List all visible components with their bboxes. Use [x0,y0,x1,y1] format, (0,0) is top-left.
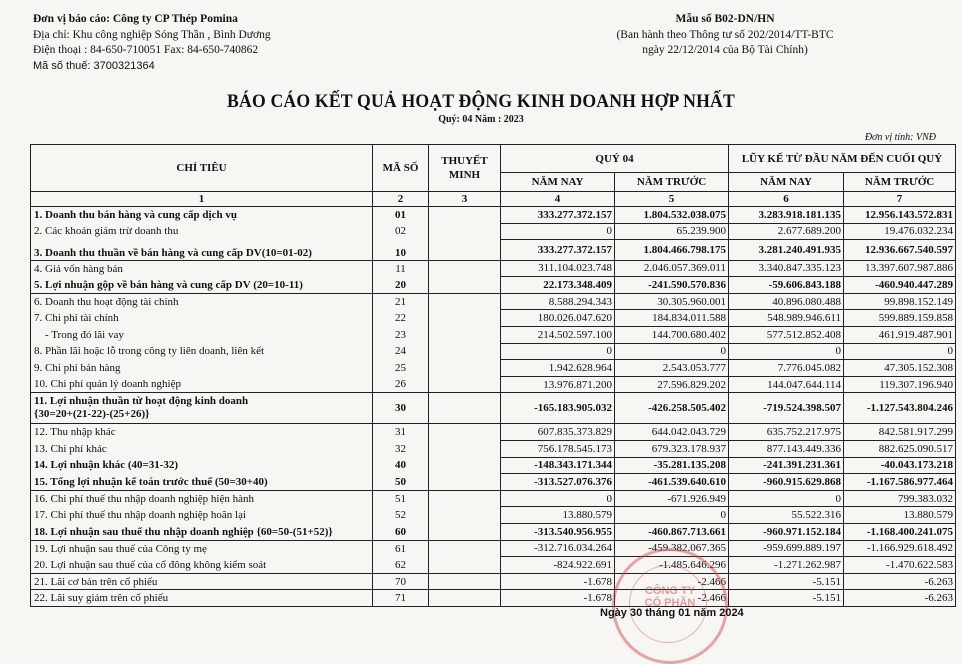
row-note [429,590,501,607]
row-code: 52 [373,507,429,524]
ytd-last-year-value: 842.581.917.299 [844,424,956,441]
table-row [31,474,956,491]
row-note [429,424,501,441]
ytd-last-year-value: -6.263 [844,590,956,607]
ytd-this-year-value: 0 [729,343,844,360]
row-note [429,557,501,574]
q-last-year-value: -460.867.713.661 [615,524,729,541]
q-last-year-value: -241.590.570.836 [615,277,729,294]
row-label: 16. Chi phí thuế thu nhập doanh nghiệp hiện hành [31,490,373,507]
header-ytd-this-year: NĂM NAY [729,173,844,192]
row-label: 9. Chi phí bán hàng [31,360,373,377]
q-this-year-value: -312.716.034.264 [501,540,615,557]
currency-unit: Đơn vị tính: VNĐ [864,132,936,143]
ytd-last-year-value: -6.263 [844,573,956,590]
row-code: 10 [373,240,429,261]
q-this-year-value: 333.277.372.157 [501,207,615,224]
row-label: 12. Thu nhập khác [31,424,373,441]
ytd-this-year-value: 144.047.644.114 [729,376,844,393]
row-label: 22. Lãi suy giảm trên cổ phiếu [31,590,373,607]
q-last-year-value: 1.804.532.038.075 [615,207,729,224]
ytd-last-year-value: 99.898.152.149 [844,293,956,310]
row-note [429,507,501,524]
ytd-this-year-value: 3.283.918.181.135 [729,207,844,224]
q-this-year-value: 311.104.023.748 [501,260,615,277]
q-last-year-value: 679.323.178.937 [615,441,729,458]
ytd-last-year-value: -1.127.543.804.246 [844,393,956,424]
row-note [429,360,501,377]
q-this-year-value: 0 [501,223,615,240]
table-row [31,223,956,240]
report-period: Quý: 04 Năm : 2023 [438,114,524,125]
table-row [31,310,956,327]
table-row [31,424,956,441]
ytd-this-year-value: -5.151 [729,590,844,607]
table-row [31,490,956,507]
income-statement-table [30,144,956,607]
header-ma-so: MÃ SỐ [373,145,429,192]
q-this-year-value: 22.173.348.409 [501,277,615,294]
q-this-year-value: 180.026.047.620 [501,310,615,327]
row-label: 21. Lãi cơ bản trên cổ phiếu [31,573,373,590]
ytd-last-year-value: 13.397.607.987.886 [844,260,956,277]
row-note [429,524,501,541]
ytd-last-year-value: -1.167.586.977.464 [844,474,956,491]
row-code: 51 [373,490,429,507]
row-note [429,293,501,310]
col-number: 5 [615,192,729,207]
row-code: 20 [373,277,429,294]
ytd-last-year-value: 47.305.152.308 [844,360,956,377]
table-row [31,573,956,590]
row-code: 26 [373,376,429,393]
row-label: - Trong đó lãi vay [31,327,373,344]
q-this-year-value: -313.527.076.376 [501,474,615,491]
q-this-year-value: -1.678 [501,590,615,607]
row-code: 60 [373,524,429,541]
row-label: 18. Lợi nhuận sau thuế thu nhập doanh nghiệp {60=50-(51+52)} [31,524,373,541]
ytd-last-year-value: -1.166.929.618.492 [844,540,956,557]
q-last-year-value: -426.258.505.402 [615,393,729,424]
ytd-this-year-value: 548.989.946.611 [729,310,844,327]
q-last-year-value: 2.543.053.777 [615,360,729,377]
q-last-year-value: -35.281.135.208 [615,457,729,474]
header-q-this-year: NĂM NAY [501,173,615,192]
ytd-this-year-value: -241.391.231.361 [729,457,844,474]
form-code: Mẫu số B02-DN/HN [675,13,775,25]
ytd-this-year-value: 55.522.316 [729,507,844,524]
row-code: 32 [373,441,429,458]
row-code: 40 [373,457,429,474]
table-row [31,540,956,557]
table-row [31,441,956,458]
form-issued-line2: ngày 22/12/2014 của Bộ Tài Chính) [642,44,808,56]
ytd-this-year-value: 7.776.045.082 [729,360,844,377]
q-this-year-value: 756.178.545.173 [501,441,615,458]
q-this-year-value: 13.976.871.200 [501,376,615,393]
company-address: Địa chỉ: Khu công nghiệp Sóng Thần , Bình Dương [33,28,271,41]
ytd-last-year-value: 461.919.487.901 [844,327,956,344]
row-note [429,260,501,277]
ytd-this-year-value: -960.915.629.868 [729,474,844,491]
q-last-year-value: 27.596.829.202 [615,376,729,393]
ytd-this-year-value: -960.971.152.184 [729,524,844,541]
row-note [429,327,501,344]
q-this-year-value: 8.588.294.343 [501,293,615,310]
q-last-year-value: -2.466 [615,573,729,590]
table-row [31,457,956,474]
company-info [33,12,271,74]
ytd-this-year-value: 577.512.852.408 [729,327,844,344]
q-last-year-value: 1.804.466.798.175 [615,240,729,261]
row-code: 50 [373,474,429,491]
col-number: 1 [31,192,373,207]
row-code: 30 [373,393,429,424]
ytd-this-year-value: -719.524.398.507 [729,393,844,424]
row-note [429,393,501,424]
row-note [429,573,501,590]
row-note [429,223,501,240]
row-code: 02 [373,223,429,240]
row-code: 22 [373,310,429,327]
header-quarter-group: QUÝ 04 [501,145,729,173]
q-last-year-value: 0 [615,507,729,524]
table-row [31,293,956,310]
ytd-last-year-value: -1.470.622.583 [844,557,956,574]
ytd-last-year-value: 119.307.196.940 [844,376,956,393]
row-label: 1. Doanh thu bán hàng và cung cấp dịch vụ [31,207,373,224]
table-row [31,327,956,344]
ytd-last-year-value: 0 [844,343,956,360]
col-number: 3 [429,192,501,207]
row-note [429,441,501,458]
q-this-year-value: -148.343.171.344 [501,457,615,474]
q-this-year-value: -1.678 [501,573,615,590]
header-q-last-year: NĂM TRƯỚC [615,173,729,192]
ytd-this-year-value: 0 [729,490,844,507]
q-this-year-value: 13.880.579 [501,507,615,524]
q-this-year-value: 214.502.597.100 [501,327,615,344]
ytd-this-year-value: -5.151 [729,573,844,590]
table-row [31,207,956,224]
table-row [31,343,956,360]
q-last-year-value: 2.046.057.369.011 [615,260,729,277]
table-row [31,590,956,607]
q-last-year-value: 0 [615,343,729,360]
seal-text-line2: CỔ PHẦN [644,597,696,609]
ytd-this-year-value: 877.143.449.336 [729,441,844,458]
header-thuyet-minh: THUYẾT MINH [429,145,501,192]
q-this-year-value: 607.835.373.829 [501,424,615,441]
form-issued-line1: (Ban hành theo Thông tư số 202/2014/TT-BTC [616,28,834,41]
table-row [31,557,956,574]
row-label: 4. Giá vốn hàng bán [31,260,373,277]
table-row [31,260,956,277]
row-note [429,490,501,507]
table-row [31,240,956,261]
q-last-year-value: 144.700.680.402 [615,327,729,344]
row-label-line1: 11. Lợi nhuận thuần từ hoạt động kinh doanh [34,395,249,408]
row-label: 5. Lợi nhuận gộp về bán hàng và cung cấp DV (20=10-11) [31,277,373,294]
signature-date: Ngày 30 tháng 01 năm 2024 [600,607,744,619]
q-this-year-value: -313.540.956.955 [501,524,615,541]
row-label: 6. Doanh thu hoạt động tài chính [31,293,373,310]
q-last-year-value: -1.485.646.296 [615,557,729,574]
row-label: 19. Lợi nhuận sau thuế của Công ty mẹ [31,540,373,557]
q-this-year-value: -824.922.691 [501,557,615,574]
header-chi-tieu: CHỈ TIÊU [31,145,373,192]
row-label: 10. Chi phí quản lý doanh nghiệp [31,376,373,393]
form-reference [560,12,890,59]
ytd-last-year-value: -40.043.173.218 [844,457,956,474]
row-code: 71 [373,590,429,607]
q-last-year-value: 30.305.960.001 [615,293,729,310]
row-label: 17. Chi phí thuế thu nhập doanh nghiệp hoãn lại [31,507,373,524]
table-row [31,376,956,393]
header-ytd-last-year: NĂM TRƯỚC [844,173,956,192]
q-last-year-value: 644.042.043.729 [615,424,729,441]
row-note [429,457,501,474]
ytd-last-year-value: 13.880.579 [844,507,956,524]
row-label: 20. Lợi nhuận sau thuế của cổ đông không kiểm soát [31,557,373,574]
table-row [31,393,956,424]
col-number: 7 [844,192,956,207]
row-label: 7. Chi phí tài chính [31,310,373,327]
report-title: BÁO CÁO KẾT QUẢ HOẠT ĐỘNG KINH DOANH HỢP NHẤT [227,91,735,112]
row-code: 25 [373,360,429,377]
ytd-last-year-value: 882.625.090.517 [844,441,956,458]
q-last-year-value: 65.239.900 [615,223,729,240]
ytd-last-year-value: 12.936.667.540.597 [844,240,956,261]
row-label: 3. Doanh thu thuần về bán hàng và cung cấp DV(10=01-02) [31,240,373,261]
q-last-year-value: -671.926.949 [615,490,729,507]
row-code: 21 [373,293,429,310]
ytd-this-year-value: -59.606.843.188 [729,277,844,294]
ytd-this-year-value: -1.271.262.987 [729,557,844,574]
table-row [31,360,956,377]
ytd-last-year-value: -1.168.400.241.075 [844,524,956,541]
company-phone-fax: Điện thoại : 84-650-710051 Fax: 84-650-740862 [33,44,259,56]
ytd-last-year-value: 19.476.032.234 [844,223,956,240]
row-label: 14. Lợi nhuận khác (40=31-32) [31,457,373,474]
row-code: 23 [373,327,429,344]
row-note [429,240,501,261]
q-this-year-value: 0 [501,490,615,507]
tax-code: Mã số thuế: 3700321364 [33,59,155,72]
row-code: 31 [373,424,429,441]
q-last-year-value: 184.834.011.588 [615,310,729,327]
q-this-year-value: -165.183.905.032 [501,393,615,424]
row-code: 24 [373,343,429,360]
q-last-year-value: -2.466 [615,590,729,607]
ytd-this-year-value: 635.752.217.975 [729,424,844,441]
row-label [31,393,373,424]
table-row [31,524,956,541]
row-note [429,343,501,360]
row-note [429,474,501,491]
row-note [429,277,501,294]
row-label: 15. Tổng lợi nhuận kế toán trước thuế (50=30+40) [31,474,373,491]
row-note [429,310,501,327]
ytd-this-year-value: 3.281.240.491.935 [729,240,844,261]
row-label: 2. Các khoản giảm trừ doanh thu [31,223,373,240]
reporting-unit: Đơn vị báo cáo: Công ty CP Thép Pomina [33,13,238,25]
row-code: 11 [373,260,429,277]
row-label: 8. Phần lãi hoặc lỗ trong công ty liên doanh, liên kết [31,343,373,360]
q-last-year-value: -461.539.640.610 [615,474,729,491]
ytd-last-year-value: 599.889.159.858 [844,310,956,327]
col-number: 4 [501,192,615,207]
q-this-year-value: 1.942.628.964 [501,360,615,377]
row-label: 13. Chi phí khác [31,441,373,458]
ytd-this-year-value: 3.340.847.335.123 [729,260,844,277]
row-note [429,376,501,393]
col-number: 6 [729,192,844,207]
ytd-this-year-value: 40.896.080.488 [729,293,844,310]
row-label-line2: {30=20+(21-22)-(25+26)} [34,408,150,421]
q-this-year-value: 0 [501,343,615,360]
table-row [31,507,956,524]
seal-text-line1: CÔNG TY [644,585,696,597]
row-note [429,540,501,557]
ytd-this-year-value: 2.677.689.200 [729,223,844,240]
ytd-this-year-value: -959.699.889.197 [729,540,844,557]
header-ytd-group: LŨY KẾ TỪ ĐẦU NĂM ĐẾN CUỐI QUÝ [729,145,956,173]
row-code: 01 [373,207,429,224]
table-row [31,277,956,294]
ytd-last-year-value: 799.383.032 [844,490,956,507]
row-code: 61 [373,540,429,557]
q-this-year-value: 333.277.372.157 [501,240,615,261]
row-note [429,207,501,224]
ytd-last-year-value: -460.940.447.289 [844,277,956,294]
row-code: 70 [373,573,429,590]
ytd-last-year-value: 12.956.143.572.831 [844,207,956,224]
q-last-year-value: -459.382.067.365 [615,540,729,557]
row-code: 62 [373,557,429,574]
col-number: 2 [373,192,429,207]
